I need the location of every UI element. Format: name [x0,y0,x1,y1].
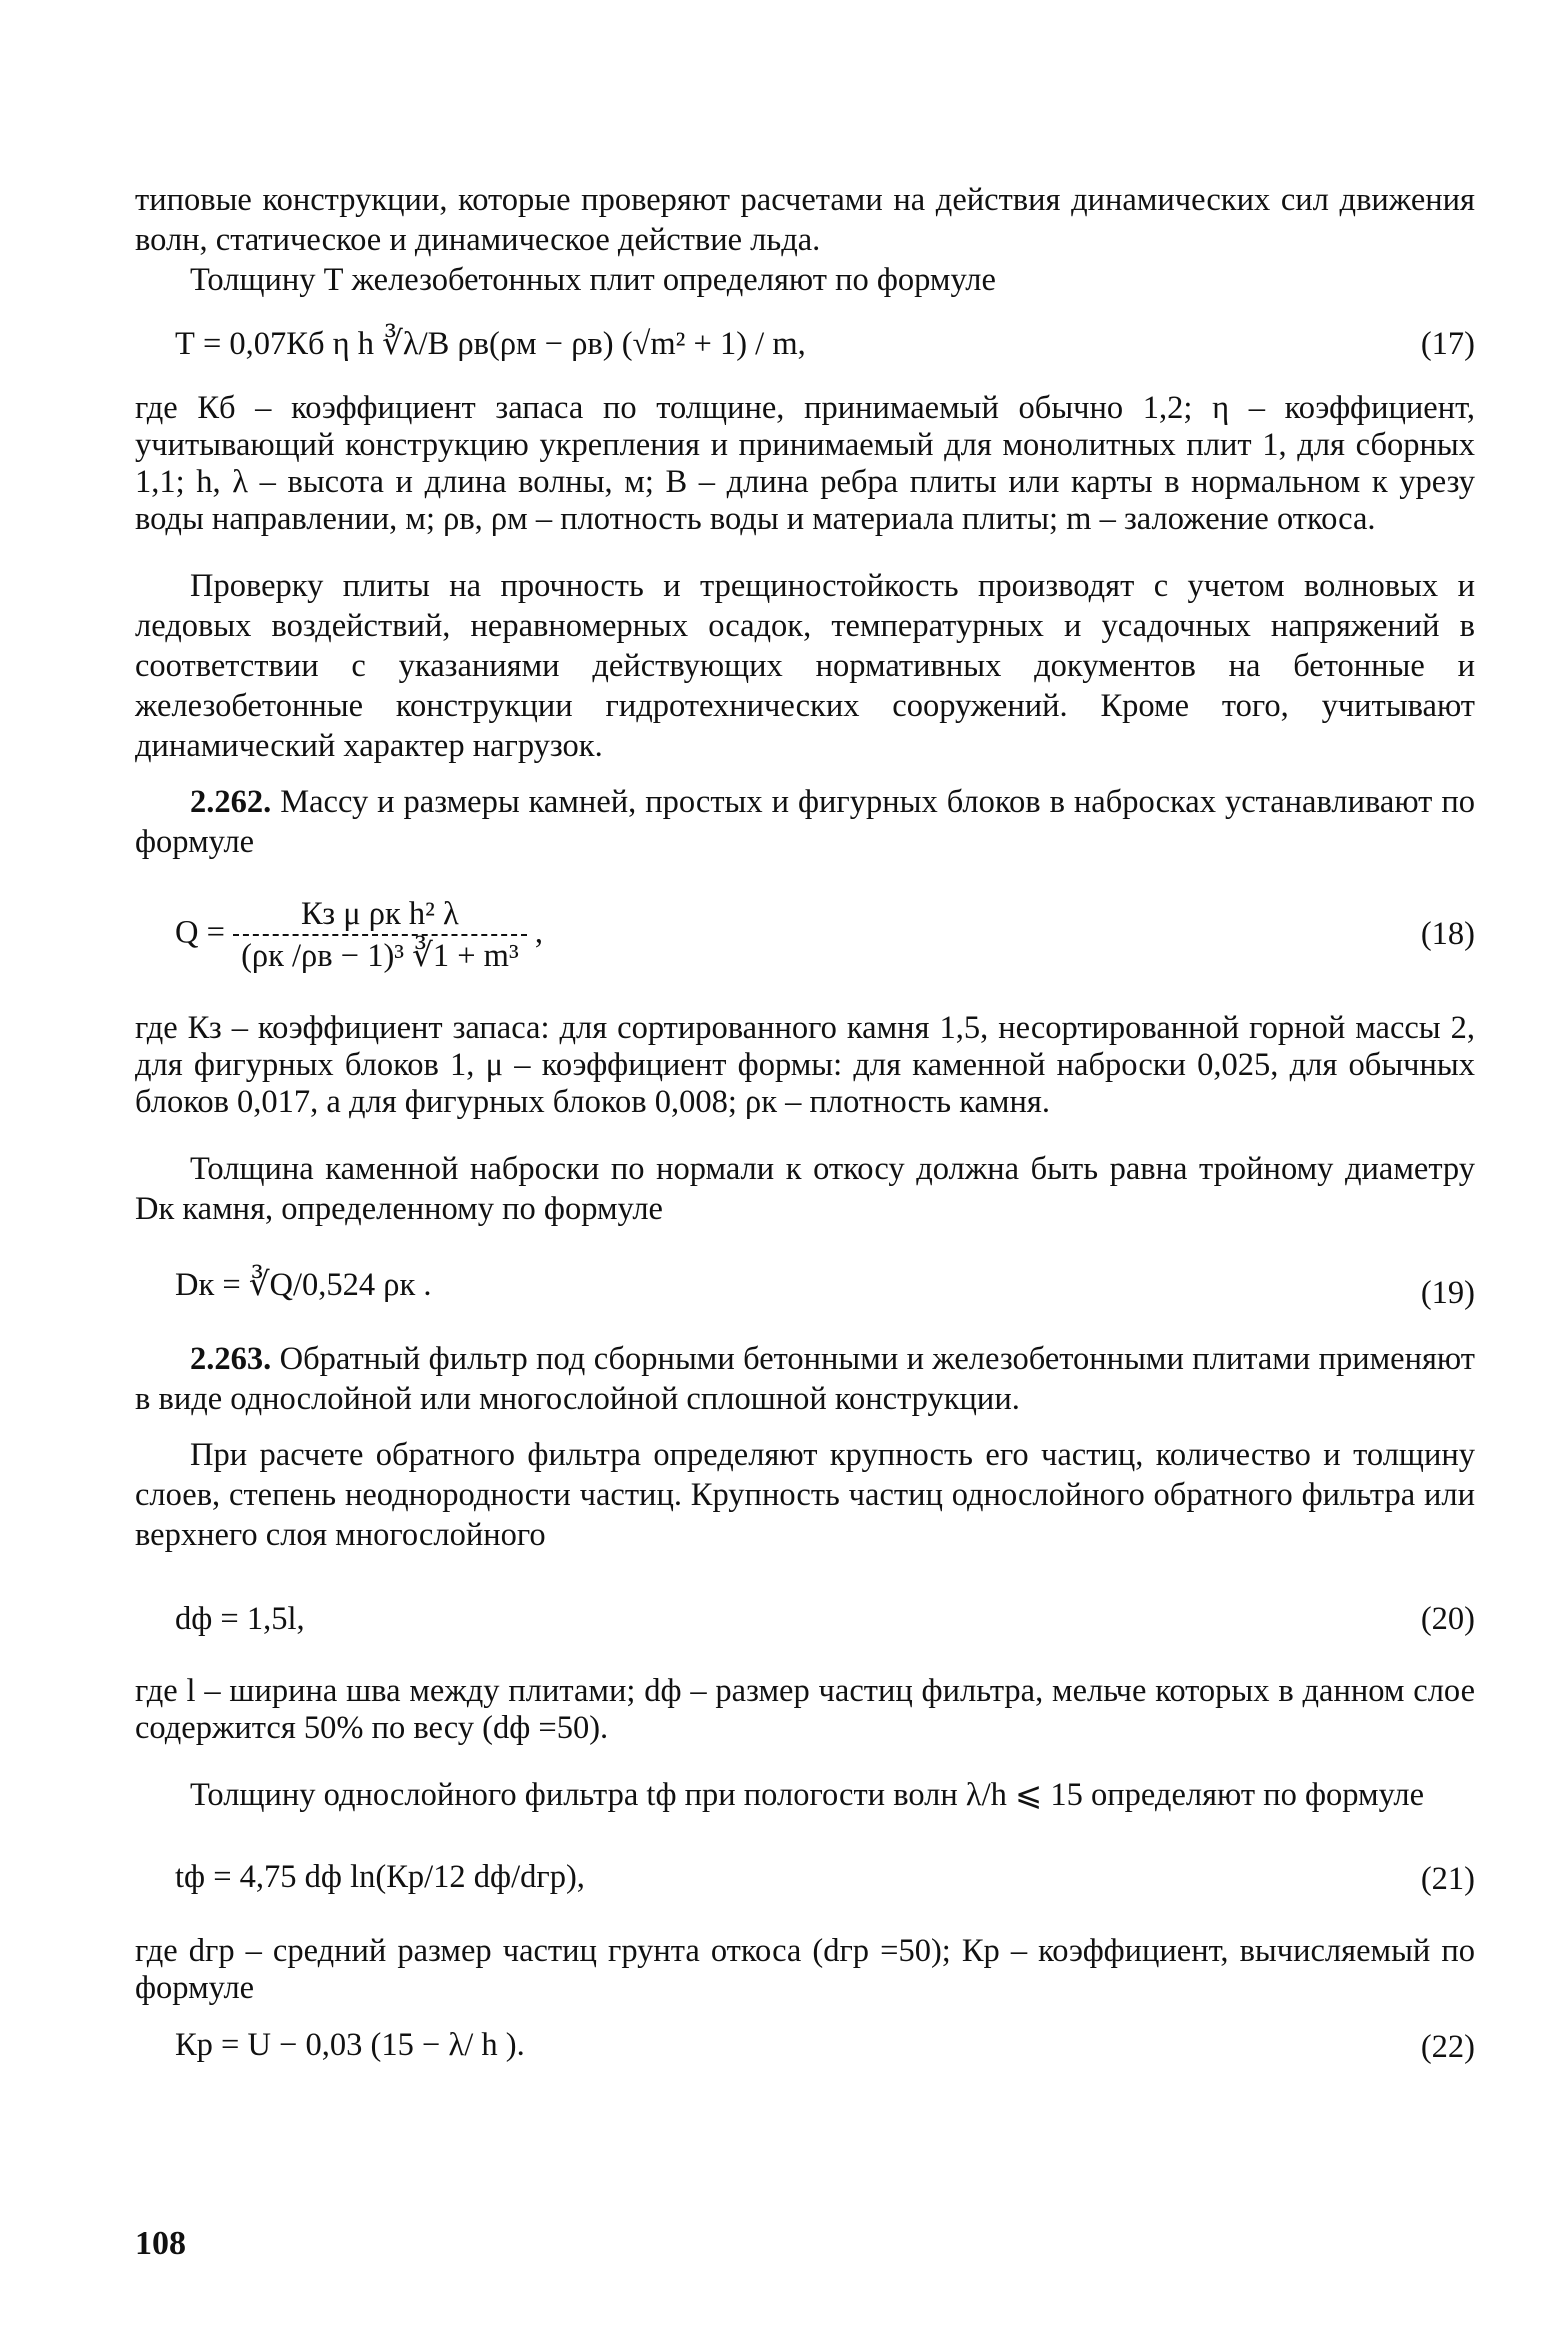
formula-21 [135,1829,1475,1919]
formula-18-lhs: Q = [175,914,225,951]
formula-21-expression: tф = 4,75 dф ln(Кр/12 dф/dгр), [175,1859,585,1895]
formula-22 [135,2013,1475,2073]
paragraph-6: где Кз – коэффициент запаса: для сортированного камня 1,5, несортированной горной массы 2, для фигурных блоков 1, μ – коэффициент формы: для каменной наброски 0,025, для обычных блоков 0,017, а для фигурных блоков 0,008; ρк – плотность камня. [135,1010,1475,1120]
formula-18-fraction [233,894,527,976]
page-number: 108 [135,2225,186,2262]
paragraph-number-2263: 2.263. [190,1341,272,1377]
formula-17-number: (17) [1420,326,1475,362]
formula-20 [135,1569,1475,1659]
formula-18-number: (18) [1420,916,1475,952]
paragraph-8 [135,1339,1475,1419]
formula-19-number: (19) [1420,1275,1475,1311]
formula-19 [135,1243,1475,1323]
formula-21-number: (21) [1420,1861,1475,1897]
formula-18-denominator: (ρк /ρв − 1)³ ∛1 + m³ [233,934,527,976]
paragraph-7: Толщина каменной наброски по нормали к откосу должна быть равна тройному диаметру Dк камня, определенному по формуле [135,1151,1475,1227]
formula-19-expression: Dк = ∛Q/0,524 ρк . [175,1267,432,1303]
formula-22-number: (22) [1420,2029,1475,2065]
formula-18-numerator: Кз μ ρк h² λ [300,896,459,932]
paragraph-5 [135,782,1475,862]
paragraph-5-text: Массу и размеры камней, простых и фигурных блоков в набросках устанавливают по формуле [135,784,1475,860]
paragraph-12: где dгр – средний размер частиц грунта откоса (dгр =50); Кр – коэффициент, вычисляемый по формуле [135,1933,1475,2006]
paragraph-10: где l – ширина шва между плитами; dф – размер частиц фильтра, мельче которых в данном слое содержится 50% по весу (dф =50). [135,1673,1475,1746]
formula-17 [135,314,1475,376]
paragraph-4: Проверку плиты на прочность и трещиностойкость производят с учетом волновых и ледовых воздействий, неравномерных осадок, температурных и усадочных напряжений в соответствии с указаниями действующих нормативных документов на бетонные и железобетонные конструкции гидротехнических сооружений. Кроме того, учитывают динамический характер нагрузок. [135,568,1475,764]
paragraph-1: типовые конструкции, которые проверяют расчетами на действия динамических сил движения волн, статическое и динамическое действие льда. [135,182,1475,258]
page-body [135,180,1475,2087]
formula-18 [135,876,1475,996]
formula-22-expression: Кр = U − 0,03 (15 − λ/ h ). [175,2027,525,2063]
paragraph-2: Толщину Т железобетонных плит определяют по формуле [190,262,996,298]
paragraph-9: При расчете обратного фильтра определяют крупность его частиц, количество и толщину слоев, степень неоднородности частиц. Крупность частиц однослойного обратного фильтра или верхнего слоя многослойного [135,1437,1475,1553]
paragraph-11: Толщину однослойного фильтра tф при пологости волн λ/h ⩽ 15 определяют по формуле [190,1777,1425,1813]
formula-18-tail: , [534,914,543,951]
paragraph-number-2262: 2.262. [190,784,272,820]
formula-17-expression: Т = 0,07Кб η h ∛λ/B ρв(ρм − ρв) (√m² + 1) / m, [175,326,806,362]
paragraph-8-text: Обратный фильтр под сборными бетонными и железобетонными плитами применяют в виде однослойной или многослойной сплошной конструкции. [135,1341,1475,1417]
formula-18-expression [175,894,543,976]
paragraph-3: где Кб – коэффициент запаса по толщине, принимаемый обычно 1,2; η – коэффициент, учитывающий конструкцию укрепления и принимаемый для монолитных плит 1, для сборных 1,1; h, λ – высота и длина волны, м; В – длина ребра плиты или карты в нормальном к урезу воды направлении, м; ρв, ρм – плотность воды и материала плиты; m – заложение откоса. [135,390,1475,537]
formula-20-number: (20) [1420,1601,1475,1637]
formula-20-expression: dф = 1,5l, [175,1601,305,1637]
